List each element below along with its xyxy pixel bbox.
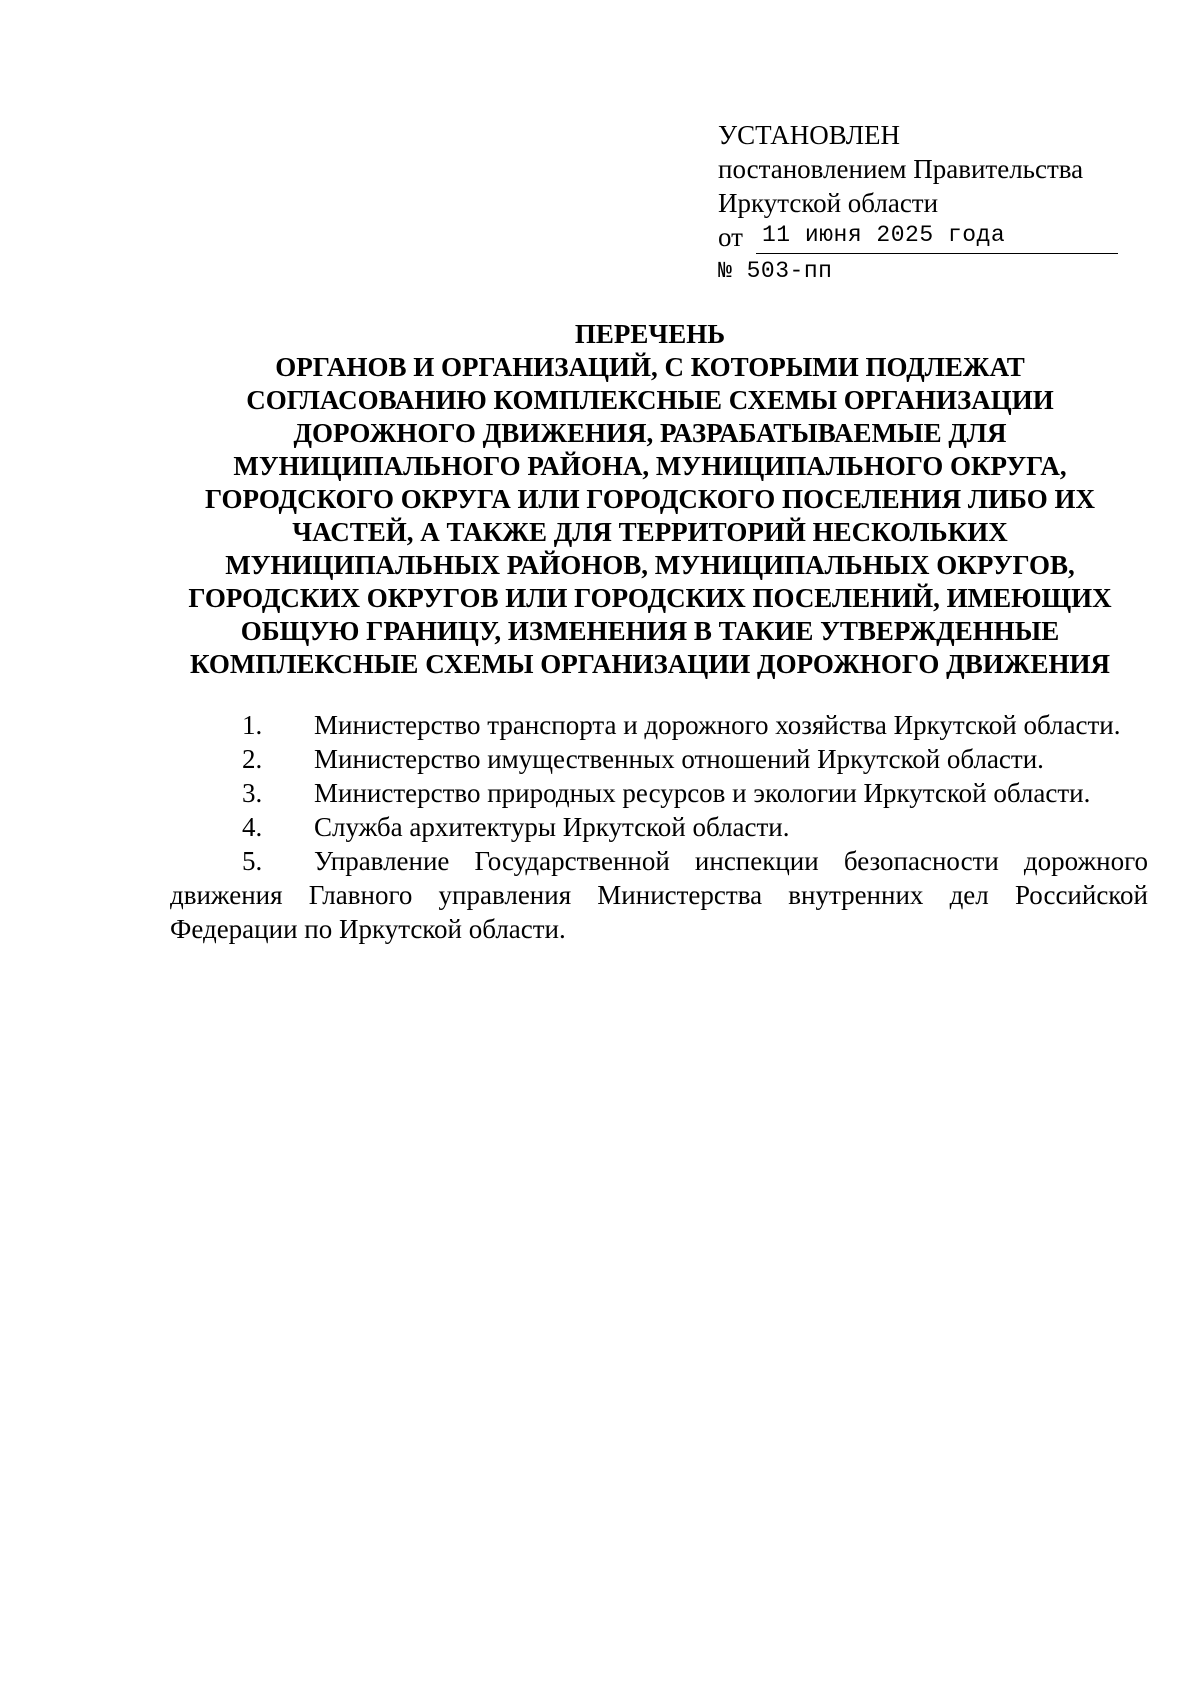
list-item (170, 708, 1148, 742)
list-item-number: 4. (242, 812, 263, 842)
list-item-number: 3. (242, 778, 263, 808)
document-title (150, 318, 1150, 681)
title-line: ДОРОЖНОГО ДВИЖЕНИЯ, РАЗРАБАТЫВАЕМЫЕ ДЛЯ (293, 418, 1007, 448)
list-item-text: Министерство природных ресурсов и экологии Иркутской области. (314, 778, 1091, 808)
title-line: ОБЩУЮ ГРАНИЦУ, ИЗМЕНЕНИЯ В ТАКИЕ УТВЕРЖДЕННЫЕ (240, 616, 1060, 646)
list-item (170, 776, 1148, 810)
approval-number: № 503-пп (718, 258, 833, 284)
title-line: КОМПЛЕКСНЫЕ СХЕМЫ ОРГАНИЗАЦИИ ДОРОЖНОГО ДВИЖЕНИЯ (190, 649, 1110, 679)
list-item-number: 5. (242, 846, 263, 876)
approval-date-value: 11 июня 2025 года (762, 222, 1006, 248)
organization-list (170, 708, 1148, 946)
approval-date-row (718, 220, 1118, 254)
title-line: ЧАСТЕЙ, А ТАКЖЕ ДЛЯ ТЕРРИТОРИЙ НЕСКОЛЬКИХ (292, 517, 1008, 547)
list-item (170, 742, 1148, 776)
title-line: СОГЛАСОВАНИЮ КОМПЛЕКСНЫЕ СХЕМЫ ОРГАНИЗАЦИИ (246, 385, 1054, 415)
list-item (170, 810, 1148, 844)
approval-line-1: постановлением Правительства (718, 154, 1084, 184)
title-line: ГОРОДСКОГО ОКРУГА ИЛИ ГОРОДСКОГО ПОСЕЛЕНИЯ ЛИБО ИХ (205, 484, 1095, 514)
list-item-text: Министерство имущественных отношений Иркутской области. (314, 744, 1044, 774)
title-line: ОРГАНОВ И ОРГАНИЗАЦИЙ, С КОТОРЫМИ ПОДЛЕЖАТ (275, 352, 1025, 382)
list-item-number: 1. (242, 710, 263, 740)
list-item-text: Управление Государственной инспекции безопасности дорожного движения Главного управления Министерства внутренних дел Российской Федерации по Иркутской области. (170, 846, 1148, 944)
approval-line-2: Иркутской области (718, 188, 939, 218)
approval-date-underline (756, 253, 1118, 254)
title-heading: ПЕРЕЧЕНЬ (574, 319, 726, 349)
approval-stamp (718, 118, 1118, 288)
list-item (170, 844, 1148, 946)
list-item-number: 2. (242, 744, 263, 774)
title-line: МУНИЦИПАЛЬНОГО РАЙОНА, МУНИЦИПАЛЬНОГО ОКРУГА, (233, 451, 1067, 481)
approval-heading: УСТАНОВЛЕН (718, 120, 901, 150)
list-item-text: Министерство транспорта и дорожного хозяйства Иркутской области. (314, 710, 1121, 740)
list-item-text: Служба архитектуры Иркутской области. (314, 812, 790, 842)
title-line: МУНИЦИПАЛЬНЫХ РАЙОНОВ, МУНИЦИПАЛЬНЫХ ОКРУГОВ, (225, 550, 1075, 580)
title-line: ГОРОДСКИХ ОКРУГОВ ИЛИ ГОРОДСКИХ ПОСЕЛЕНИЙ, ИМЕЮЩИХ (188, 583, 1112, 613)
approval-date-prefix: от (718, 222, 743, 252)
